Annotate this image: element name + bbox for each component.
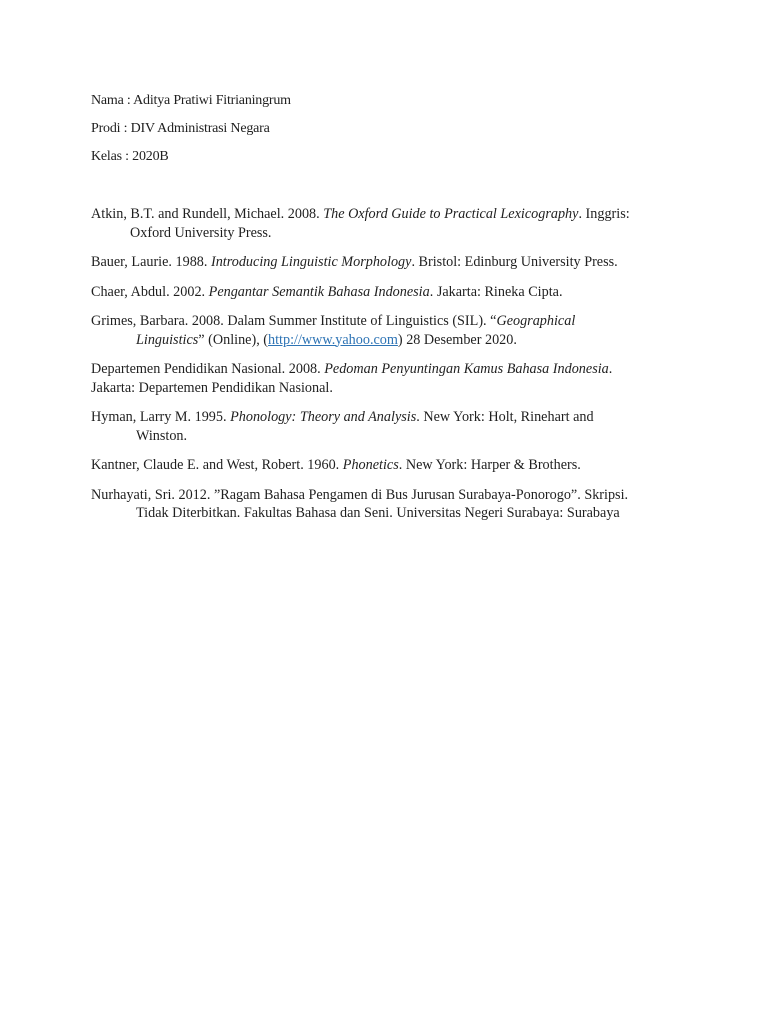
ref-text: Bauer, Laurie. 1988. xyxy=(91,254,211,270)
ref-text: Atkin, B.T. and Rundell, Michael. 2008. xyxy=(91,206,324,222)
ref-continuation: Oxford University Press. xyxy=(130,224,272,241)
ref-text: Nurhayati, Sri. 2012. ”Ragam Bahasa Pengamen di Bus Jurusan Surabaya-Ponorogo”. Skripsi. xyxy=(91,486,629,503)
ref-text: ) 28 Desember 2020. xyxy=(397,331,517,348)
ref-title: Linguistics xyxy=(136,331,199,348)
ref-text: . New York: Harper & Brothers. xyxy=(398,457,581,473)
ref-title: Phonetics xyxy=(342,457,399,473)
ref-text: . Inggris: xyxy=(578,206,630,222)
ref-continuation: Jakarta: Departemen Pendidikan Nasional. xyxy=(91,379,333,396)
ref-text: . New York: Holt, Rinehart and xyxy=(416,409,594,425)
reference-entry-depdiknas xyxy=(91,360,691,397)
bibliography xyxy=(91,205,691,534)
reference-entry-atkin xyxy=(91,205,691,242)
ref-title: Pengantar Semantik Bahasa Indonesia xyxy=(208,283,430,300)
reference-entry-chaer xyxy=(91,283,691,302)
study-program: Prodi : DIV Administrasi Negara xyxy=(91,121,270,136)
reference-entry-hyman xyxy=(91,408,691,445)
ref-text: . xyxy=(608,361,613,377)
ref-title: Phonology: Theory and Analysis xyxy=(230,409,417,425)
ref-text: . Bristol: Edinburg University Press. xyxy=(411,254,618,270)
ref-continuation: Tidak Diterbitkan. Fakultas Bahasa dan Seni. Universitas Negeri Surabaya: Surabaya xyxy=(136,505,620,521)
class-label: Kelas : 2020B xyxy=(91,149,169,164)
ref-continuation xyxy=(91,331,691,350)
reference-entry-nurhayati xyxy=(91,486,691,523)
reference-entry-bauer xyxy=(91,253,691,272)
yahoo-link[interactable]: http://www.yahoo.com xyxy=(268,331,398,348)
ref-continuation: Winston. xyxy=(136,427,188,444)
ref-text: Departemen Pendidikan Nasional. 2008. xyxy=(91,361,325,377)
ref-text: . Jakarta: Rineka Cipta. xyxy=(429,283,563,300)
ref-title: Pedoman Penyuntingan Kamus Bahasa Indonesia xyxy=(324,361,609,377)
student-name: Nama : Aditya Pratiwi Fitrianingrum xyxy=(91,93,291,108)
ref-title: The Oxford Guide to Practical Lexicography xyxy=(323,206,579,222)
ref-text: Chaer, Abdul. 2002. xyxy=(91,283,209,300)
ref-text: Grimes, Barbara. 2008. Dalam Summer Institute of Linguistics (SIL). “ xyxy=(91,313,497,329)
reference-entry-grimes xyxy=(91,312,691,349)
ref-title: Geographical xyxy=(496,313,576,329)
ref-title: Introducing Linguistic Morphology xyxy=(210,254,412,270)
ref-text: ” (Online), ( xyxy=(198,331,269,348)
ref-text: Kantner, Claude E. and West, Robert. 1960. xyxy=(91,457,343,473)
ref-text: Hyman, Larry M. 1995. xyxy=(91,409,231,425)
reference-entry-kantner xyxy=(91,456,691,475)
student-info xyxy=(91,92,291,176)
